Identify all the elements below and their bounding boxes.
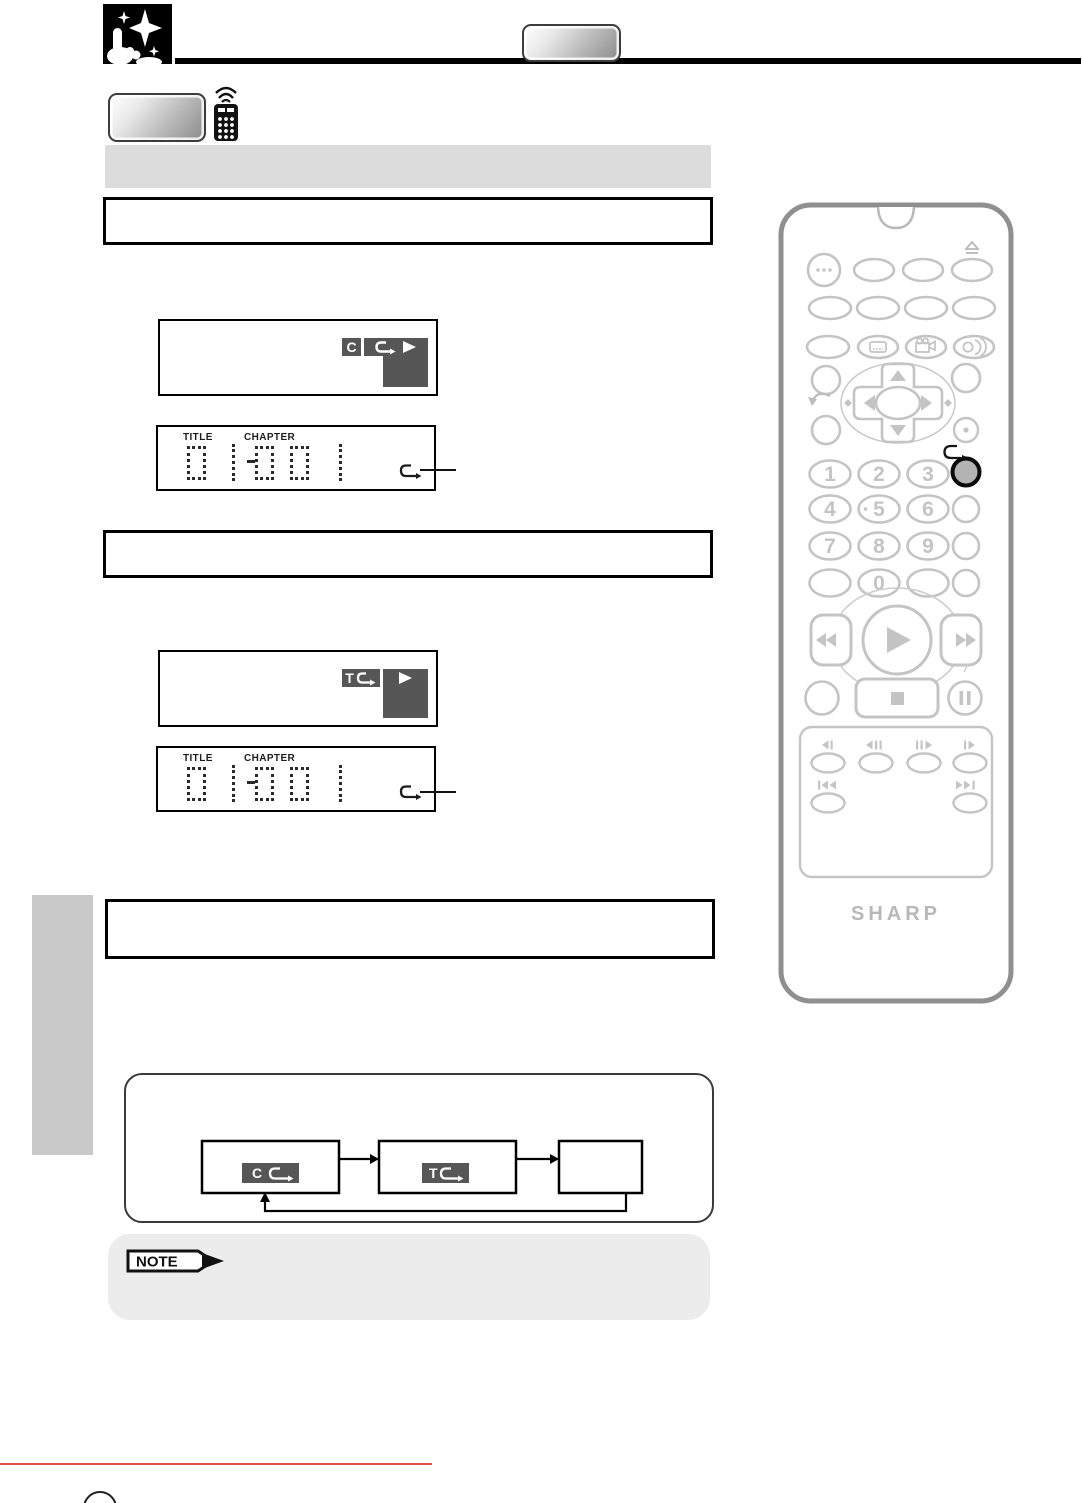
step-1-box [103, 197, 713, 245]
callout-line [420, 469, 456, 471]
key-4-label: 4 [824, 498, 836, 521]
front-display-chapter-repeat [156, 425, 436, 491]
dpad [841, 363, 955, 443]
key-1-label: 1 [824, 463, 836, 486]
note-label: NOTE [136, 1253, 178, 1271]
section-title-banner [105, 145, 711, 188]
pause-button [949, 682, 982, 715]
flow-diagram [126, 1075, 712, 1221]
repeat-arrow-icon [373, 339, 397, 355]
badge-letter-title [342, 669, 380, 687]
remote-top-notch [878, 207, 914, 228]
note-box [108, 1234, 710, 1320]
callout-line [420, 791, 456, 793]
skip-back-button [812, 794, 845, 813]
step-back-button [812, 754, 845, 773]
remote-control-icon [206, 86, 246, 142]
play-icon [401, 340, 419, 354]
key-5-label: 5 [873, 498, 885, 521]
repeat-arrow-icon [398, 783, 422, 801]
chapter-repeat-osd-badge [342, 338, 428, 387]
badge-letter: T [345, 670, 354, 686]
key-6-label: 6 [922, 498, 934, 521]
power-dots-icon [816, 268, 832, 272]
remote-body [781, 205, 1011, 1001]
slow-forward-button [908, 754, 941, 773]
chapter-label: CHAPTER [244, 432, 296, 443]
chapter-label: CHAPTER [244, 753, 296, 764]
repeat-mode-cycle-diagram [124, 1073, 714, 1223]
step-2-box [103, 530, 713, 578]
section-tab-bar [32, 895, 93, 1155]
note-tag [126, 1248, 232, 1274]
repeat-arrow-icon [355, 670, 377, 686]
flow-badge-title-letter: T [429, 1165, 438, 1181]
seven-segment-counter [182, 444, 362, 486]
dpad-enter [876, 387, 920, 419]
key-0-label: 0 [873, 572, 885, 595]
aux-round-button [806, 682, 839, 715]
seven-segment-counter [182, 765, 362, 807]
brand-logo: SHARP [850, 903, 942, 925]
skip-forward-button [954, 794, 987, 813]
function-key-button [108, 93, 206, 142]
key-2-label: 2 [873, 463, 885, 486]
title-repeat-osd-badge [342, 669, 428, 718]
repeat-button-highlighted [953, 459, 980, 486]
flow-badge-chapter-letter: C [252, 1165, 263, 1181]
header-key-button [522, 24, 621, 62]
tv-screen-chapter-repeat [158, 319, 438, 396]
slow-back-button [860, 754, 893, 773]
step-3-box [105, 899, 715, 959]
key-3-label: 3 [922, 463, 934, 486]
key-7-label: 7 [824, 535, 836, 558]
osd-badge-block [383, 356, 428, 387]
tv-screen-title-repeat [158, 650, 438, 727]
footer-rule [0, 1463, 432, 1465]
chapter-hand-stars-icon [103, 4, 172, 64]
remote-control-illustration [778, 200, 1014, 1006]
header-rule [175, 58, 1081, 64]
key-8-label: 8 [873, 535, 885, 558]
play-icon [397, 671, 415, 685]
badge-letter: C [342, 338, 361, 356]
title-label: TITLE [183, 432, 213, 443]
page-number-circle [83, 1491, 117, 1503]
step-forward-button [954, 754, 987, 773]
stop-icon [891, 692, 904, 705]
osd-badge-block [383, 687, 428, 718]
key-9-label: 9 [922, 535, 934, 558]
title-label: TITLE [183, 753, 213, 764]
repeat-arrow-icon [398, 462, 422, 480]
front-display-title-repeat [156, 746, 436, 812]
